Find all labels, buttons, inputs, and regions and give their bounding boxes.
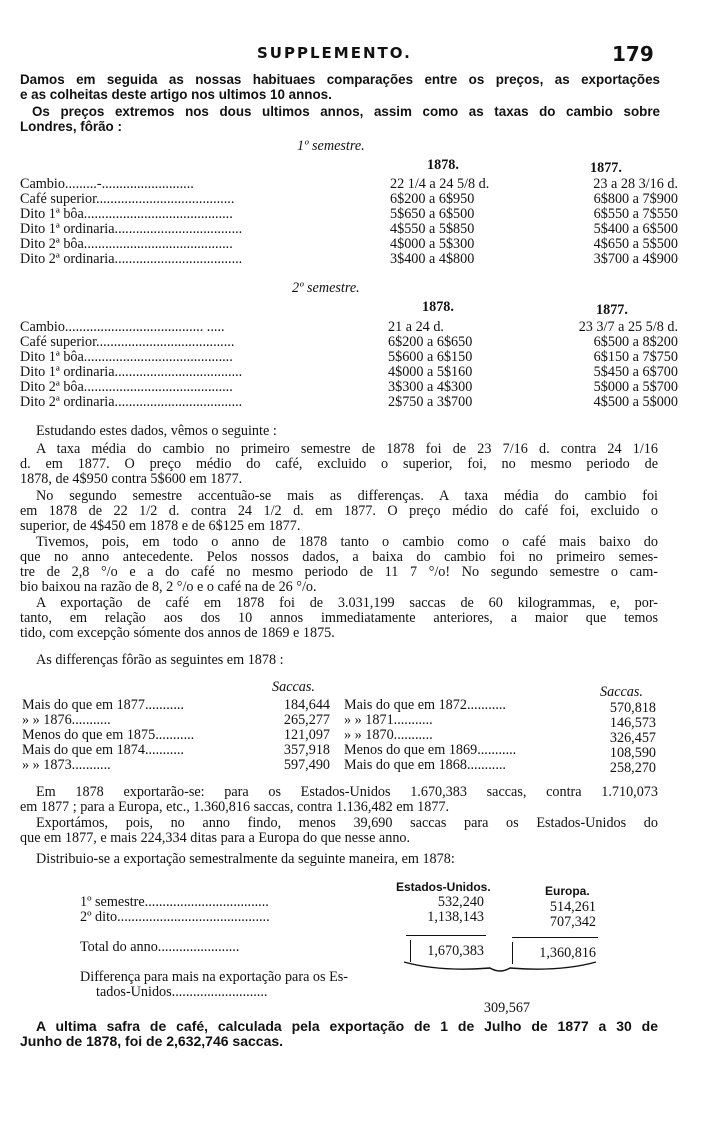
- value-1878: 5$600 a 6$150: [388, 349, 473, 365]
- text-line: tanto, em relação aos dos 10 annos immediatamente anteriores, a maior que temos: [20, 610, 658, 626]
- diff-label: Mais do que em 1877...........: [22, 697, 184, 713]
- value-1878: 22 1/4 a 24 5/8 d.: [390, 176, 490, 192]
- row-label: Café superior.......................................: [20, 191, 235, 207]
- table-row: [20, 334, 678, 350]
- text-line: que em 1877, e mais 224,334 ditas para a Europa do que nesse anno.: [20, 830, 411, 846]
- dist-eu-value: 514,261: [549, 899, 596, 915]
- table-row: [20, 236, 678, 252]
- diff-value: 146,573: [609, 715, 656, 731]
- text-line: A exportação de café em 1878 foi de 3.031,199 saccas de 60 kilogrammas, e, por-: [36, 595, 658, 611]
- semestre-title: 2º semestre.: [292, 280, 360, 296]
- differences-lead: As differenças fôrão as seguintes em 1878 :: [36, 652, 284, 668]
- diff-value: 121,097: [283, 727, 330, 743]
- row-label: Cambio....................................... .....: [20, 319, 225, 335]
- table-row: [20, 349, 678, 365]
- closing-line: A ultima safra de café, calculada pela exportação de 1 de Julho de 1877 a 30 de: [36, 1018, 658, 1034]
- value-1877: 23 3/7 a 25 5/8 d.: [578, 319, 678, 335]
- col-year-1877: 1877.: [590, 160, 622, 176]
- row-label: Dito 1ª ordinaria....................................: [20, 221, 243, 237]
- value-1877: 6$800 a 7$900: [593, 191, 678, 207]
- diff-label: Mais do que em 1868...........: [344, 757, 506, 773]
- table-row: [20, 176, 678, 192]
- difference-value: 309,567: [483, 1000, 530, 1016]
- table-row: [20, 251, 678, 267]
- value-1877: 4$500 a 5$000: [593, 394, 678, 410]
- text-line: que no anno antecedente. Pelos nossos dados, a baixa do cambio foi no primeiro semes-: [20, 549, 658, 565]
- diff-value: 265,277: [283, 712, 330, 728]
- text-line: 1878, de 4$950 contra 5$600 em 1877.: [20, 471, 243, 487]
- total-us-value: 1,670,383: [427, 943, 484, 959]
- intro-line: Os preços extremos nos dous ultimos annos, assim como as taxas do cambio sobre: [32, 104, 660, 119]
- text-line: d. em 1877. O preço médio do café, excluido o superior, foi, no mesmo periodo de: [20, 456, 658, 472]
- closing-line: Junho de 1878, foi de 2,632,746 saccas.: [20, 1033, 284, 1049]
- table-row: [20, 379, 678, 395]
- text-line: Distribuio-se a exportação semestralmente da seguinte maneira, em 1878:: [36, 851, 455, 867]
- row-label: Dito 2ª bôa..........................................: [20, 236, 233, 252]
- text-line: Tivemos, pois, em todo o anno de 1878 tanto o cambio como o café mais baixo do: [36, 534, 658, 550]
- text-line: A taxa média do cambio no primeiro semestre de 1878 foi de 23 7/16 d. contra 24 1/16: [36, 441, 658, 457]
- value-1877: 5$450 a 6$700: [593, 364, 678, 380]
- value-1878: 2$750 a 3$700: [388, 394, 473, 410]
- col-estados-unidos: Estados-Unidos.: [396, 880, 491, 894]
- table-row: [20, 221, 678, 237]
- sum-rule: [406, 935, 486, 936]
- table-row: [20, 319, 678, 335]
- diff-label: » » 1870...........: [344, 727, 433, 743]
- row-label: Dito 1ª bôa..........................................: [20, 349, 233, 365]
- saccas-label-right: Saccas.: [600, 684, 643, 700]
- difference-label-line: tados-Unidos...........................: [96, 984, 268, 1000]
- diff-value: 570,818: [609, 700, 656, 716]
- row-label: Dito 2ª ordinaria....................................: [20, 394, 243, 410]
- intro-line: Londres, fôrão :: [20, 119, 122, 134]
- col-year-1878: 1878.: [427, 157, 459, 173]
- table-row: [20, 191, 678, 207]
- value-1877: 5$000 a 5$700: [593, 379, 678, 395]
- value-1877: 23 a 28 3/16 d.: [593, 176, 678, 192]
- value-1877: 5$400 a 6$500: [593, 221, 678, 237]
- dist-eu-value: 707,342: [549, 914, 596, 930]
- total-eu-value: 1,360,816: [539, 945, 596, 961]
- dist-row-label: 1º semestre...................................: [80, 894, 269, 910]
- row-label: Dito 2ª bôa..........................................: [20, 379, 233, 395]
- value-1878: 5$650 a 6$500: [390, 206, 475, 222]
- value-1877: 6$550 a 7$550: [593, 206, 678, 222]
- text-line: tre de 2,8 °/o e a do café no mesmo periodo de 11 7 °/o! No segundo semestre o cam-: [20, 564, 658, 580]
- text-line: Exportámos, pois, no anno findo, menos 39,690 saccas para os Estados-Unidos do: [36, 815, 658, 831]
- row-label: Dito 1ª ordinaria....................................: [20, 364, 243, 380]
- text-line: superior, de 4$450 em 1878 e de 6$125 em 1877.: [20, 518, 301, 534]
- diff-label: Menos do que em 1869...........: [344, 742, 517, 758]
- col-europa: Europa.: [545, 884, 590, 898]
- diff-value: 184,644: [283, 697, 330, 713]
- sum-rule: [512, 937, 598, 938]
- table-row: [20, 206, 678, 222]
- diff-label: » » 1871...........: [344, 712, 433, 728]
- value-1878: 4$000 a 5$300: [390, 236, 475, 252]
- text-line: tido, com excepção sómente dos annos de 1869 e 1875.: [20, 625, 335, 641]
- page-number: 179: [612, 42, 654, 66]
- text-line: em 1878 de 22 1/2 d. contra 24 1/2 d. em 1877. O preço médio do café foi, excluido o: [20, 503, 658, 519]
- diff-value: 357,918: [283, 742, 330, 758]
- diff-label: Menos do que em 1875...........: [22, 727, 195, 743]
- value-1877: 6$150 a 7$750: [593, 349, 678, 365]
- value-1877: 4$650 a 5$500: [593, 236, 678, 252]
- row-label: Dito 1ª bôa..........................................: [20, 206, 233, 222]
- value-1878: 3$400 a 4$800: [390, 251, 475, 267]
- value-1878: 6$200 a 6$950: [390, 191, 475, 207]
- intro-line: Damos em seguida as nossas habituaes comparações entre os preços, as exportações: [20, 72, 660, 87]
- total-label: Total do anno.......................: [80, 939, 240, 955]
- table-row: [20, 394, 678, 410]
- analysis-lead: Estudando estes dados, vêmos o seguinte :: [36, 423, 277, 439]
- diff-label: » » 1876...........: [22, 712, 111, 728]
- diff-label: Mais do que em 1872...........: [344, 697, 506, 713]
- dist-us-value: 532,240: [437, 894, 484, 910]
- row-label: Dito 2ª ordinaria....................................: [20, 251, 243, 267]
- brace-ornament: [400, 958, 600, 976]
- table-row: [20, 364, 678, 380]
- value-1878: 21 a 24 d.: [388, 319, 444, 335]
- diff-label: » » 1873...........: [22, 757, 111, 773]
- diff-value: 108,590: [609, 745, 656, 761]
- value-1877: 6$500 a 8$200: [593, 334, 678, 350]
- col-year-1877: 1877.: [596, 302, 628, 318]
- value-1878: 6$200 a 6$650: [388, 334, 473, 350]
- dist-us-value: 1,138,143: [427, 909, 484, 925]
- row-label: Cambio.........-..........................: [20, 176, 194, 192]
- col-year-1878: 1878.: [422, 299, 454, 315]
- diff-value: 258,270: [609, 760, 656, 776]
- value-1878: 3$300 a 4$300: [388, 379, 473, 395]
- text-line: Em 1878 exportarão-se: para os Estados-Unidos 1.670,383 saccas, contra 1.710,073: [36, 784, 658, 800]
- value-1878: 4$550 a 5$850: [390, 221, 475, 237]
- text-line: No segundo semestre accentuão-se mais as differenças. A taxa média do cambio foi: [36, 488, 658, 504]
- semestre-title: 1º semestre.: [297, 138, 365, 154]
- diff-label: Mais do que em 1874...........: [22, 742, 184, 758]
- row-label: Café superior.......................................: [20, 334, 235, 350]
- diff-value: 597,490: [283, 757, 330, 773]
- saccas-label-left: Saccas.: [272, 679, 315, 695]
- diff-value: 326,457: [609, 730, 656, 746]
- text-line: bio baixou na razão de 8, 2 °/o e o café na de 26 °/o.: [20, 579, 317, 595]
- difference-label-line: Differença para mais na exportação para os Es-: [80, 969, 348, 985]
- page-header-title: SUPPLEMENTO.: [257, 44, 412, 62]
- value-1877: 3$700 a 4$900: [593, 251, 678, 267]
- text-line: em 1877 ; para a Europa, etc., 1.360,816 saccas, contra 1.136,482 em 1877.: [20, 799, 450, 815]
- dist-row-label: 2º dito...........................................: [80, 909, 270, 925]
- value-1878: 4$000 a 5$160: [388, 364, 473, 380]
- intro-line: e as colheitas deste artigo nos ultimos 10 annos.: [20, 87, 332, 102]
